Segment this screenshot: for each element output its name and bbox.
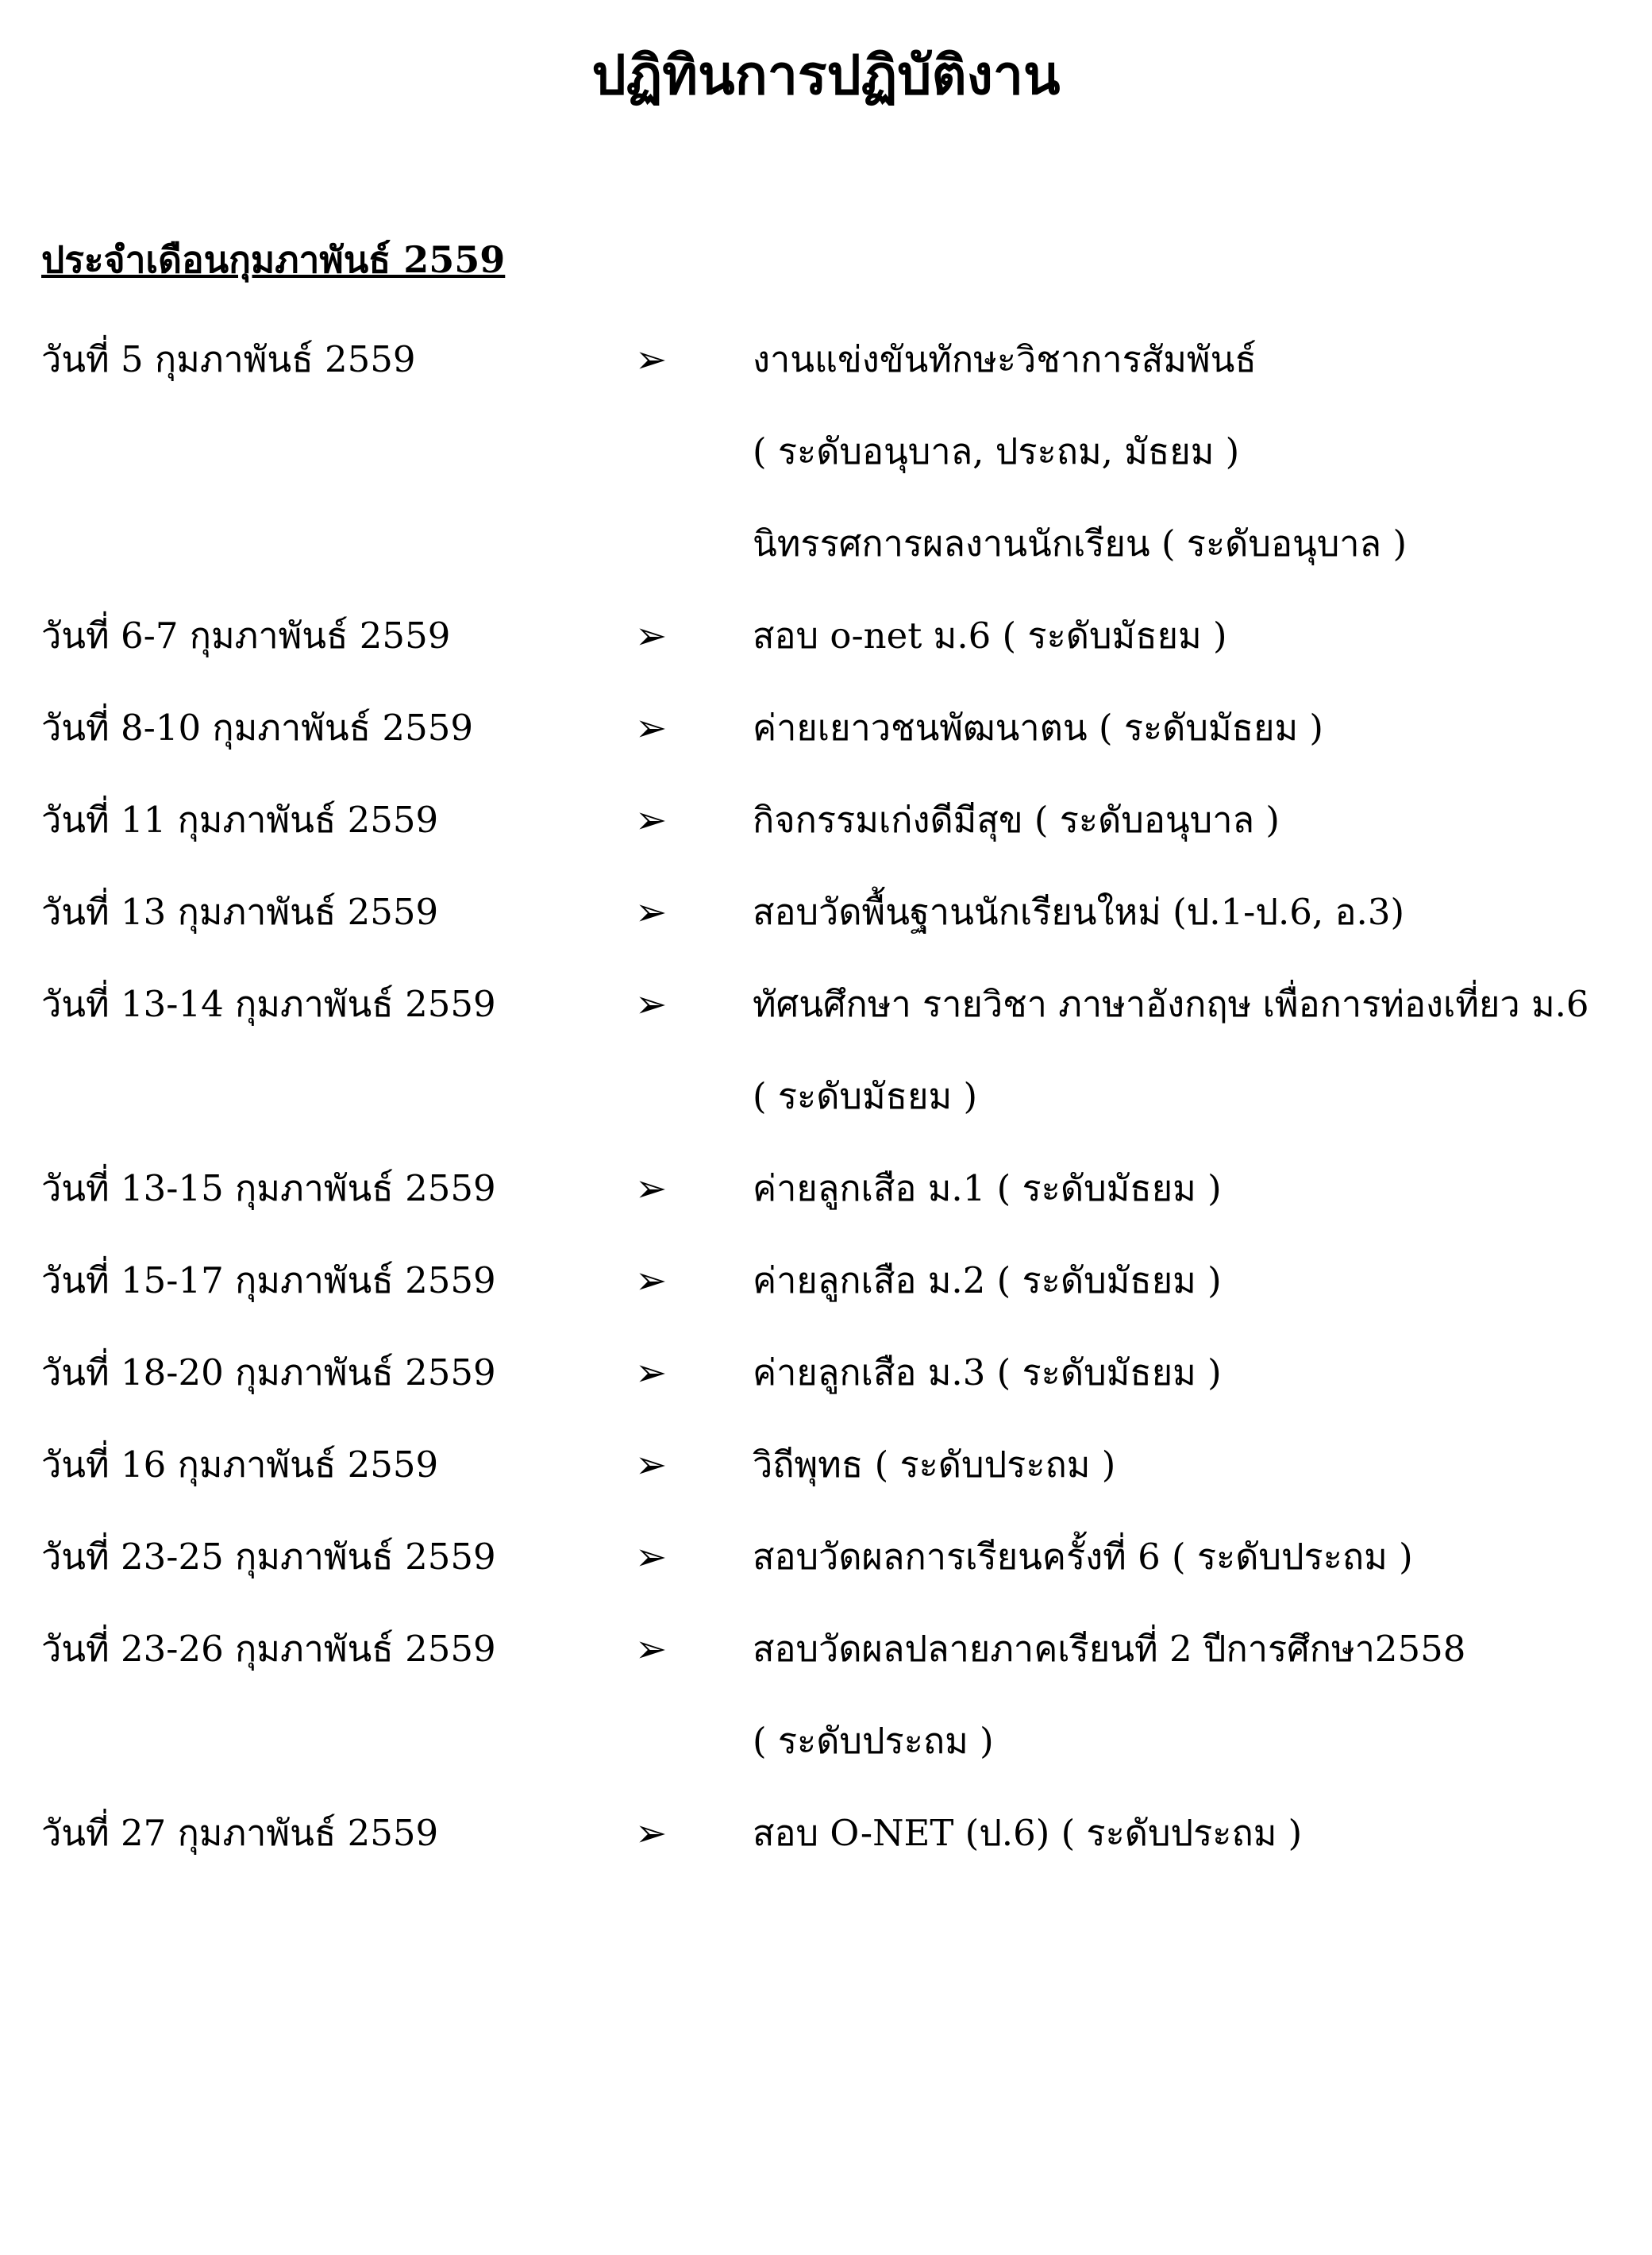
arrowhead-bullet-icon: ➢ (635, 706, 668, 750)
arrowhead-bullet-icon: ➢ (635, 798, 668, 842)
schedule-date: วันที่ 6-7 กุมภาพันธ์ 2559 (41, 615, 451, 657)
arrowhead-bullet-icon: ➢ (635, 1811, 668, 1856)
schedule-date: วันที่ 15-17 กุมภาพันธ์ 2559 (41, 1259, 496, 1301)
schedule-item (0, 590, 1652, 682)
schedule-item (0, 1143, 1652, 1235)
schedule-event: ค่ายเยาวชนพัฒนาตน ( ระดับมัธยม ) (753, 707, 1323, 749)
schedule-date: วันที่ 27 กุมภาพันธ์ 2559 (41, 1812, 439, 1854)
schedule-event: วิถีพุทธ ( ระดับประถม ) (753, 1444, 1116, 1486)
schedule-date: วันที่ 13-15 กุมภาพันธ์ 2559 (41, 1167, 496, 1209)
schedule-date: วันที่ 8-10 กุมภาพันธ์ 2559 (41, 707, 473, 749)
schedule-item (0, 1603, 1652, 1695)
schedule-item-continuation (0, 406, 1652, 498)
schedule-date: วันที่ 16 กุมภาพันธ์ 2559 (41, 1444, 439, 1486)
schedule-date: วันที่ 23-25 กุมภาพันธ์ 2559 (41, 1536, 496, 1578)
schedule-item (0, 958, 1652, 1050)
arrowhead-bullet-icon: ➢ (635, 1259, 668, 1303)
schedule-item (0, 682, 1652, 774)
schedule-item (0, 866, 1652, 958)
arrowhead-bullet-icon: ➢ (635, 337, 668, 382)
schedule-item (0, 1787, 1652, 1879)
arrowhead-bullet-icon: ➢ (635, 1351, 668, 1395)
section-heading: ประจำเดือนกุมภาพันธ์ 2559 (41, 238, 506, 281)
page-title: ปฏิทินการปฏิบัติงาน (591, 44, 1061, 107)
arrowhead-bullet-icon: ➢ (635, 1166, 668, 1211)
arrowhead-bullet-icon: ➢ (635, 1535, 668, 1579)
schedule-event: ( ระดับมัธยม ) (753, 1075, 978, 1117)
schedule-item (0, 1511, 1652, 1603)
arrowhead-bullet-icon: ➢ (635, 982, 668, 1027)
schedule-item (0, 1235, 1652, 1327)
schedule-event: ( ระดับอนุบาล, ประถม, มัธยม ) (753, 430, 1240, 472)
schedule-event: ทัศนศึกษา รายวิชา ภาษาอังกฤษ เพื่อการท่องเที่ยว ม.6 (753, 983, 1589, 1025)
schedule-event: สอบวัดผลปลายภาคเรียนที่ 2 ปีการศึกษา2558 (753, 1628, 1466, 1670)
schedule-item (0, 774, 1652, 866)
schedule-event: สอบวัดผลการเรียนครั้งที่ 6 ( ระดับประถม ) (753, 1536, 1413, 1578)
schedule-date: วันที่ 11 กุมภาพันธ์ 2559 (41, 799, 439, 841)
schedule-item (0, 314, 1652, 406)
schedule-date: วันที่ 5 กุมภาพันธ์ 2559 (41, 338, 416, 380)
schedule-list (0, 314, 1652, 1879)
schedule-date: วันที่ 13-14 กุมภาพันธ์ 2559 (41, 983, 496, 1025)
schedule-item-continuation (0, 1050, 1652, 1143)
schedule-date: วันที่ 23-26 กุมภาพันธ์ 2559 (41, 1628, 496, 1670)
arrowhead-bullet-icon: ➢ (635, 890, 668, 935)
schedule-event: สอบ O-NET (ป.6) ( ระดับประถม ) (753, 1812, 1303, 1854)
schedule-item-continuation (0, 498, 1652, 590)
schedule-event: สอบวัดพื้นฐานนักเรียนใหม่ (ป.1-ป.6, อ.3) (753, 891, 1405, 933)
schedule-date: วันที่ 18-20 กุมภาพันธ์ 2559 (41, 1351, 496, 1393)
schedule-event: ค่ายลูกเสือ ม.3 ( ระดับมัธยม ) (753, 1351, 1222, 1393)
schedule-event: ค่ายลูกเสือ ม.1 ( ระดับมัธยม ) (753, 1167, 1222, 1209)
schedule-event: กิจกรรมเก่งดีมีสุข ( ระดับอนุบาล ) (753, 799, 1280, 841)
schedule-item-continuation (0, 1695, 1652, 1787)
schedule-event: สอบ o-net ม.6 ( ระดับมัธยม ) (753, 615, 1227, 657)
arrowhead-bullet-icon: ➢ (635, 1627, 668, 1671)
arrowhead-bullet-icon: ➢ (635, 614, 668, 658)
arrowhead-bullet-icon: ➢ (635, 1443, 668, 1487)
schedule-item (0, 1419, 1652, 1511)
schedule-event: ค่ายลูกเสือ ม.2 ( ระดับมัธยม ) (753, 1259, 1222, 1301)
schedule-date: วันที่ 13 กุมภาพันธ์ 2559 (41, 891, 439, 933)
schedule-item (0, 1327, 1652, 1419)
schedule-event: ( ระดับประถม ) (753, 1720, 994, 1762)
schedule-event: งานแข่งขันทักษะวิชาการสัมพันธ์ (753, 338, 1257, 380)
schedule-event: นิทรรศการผลงานนักเรียน ( ระดับอนุบาล ) (753, 522, 1407, 565)
